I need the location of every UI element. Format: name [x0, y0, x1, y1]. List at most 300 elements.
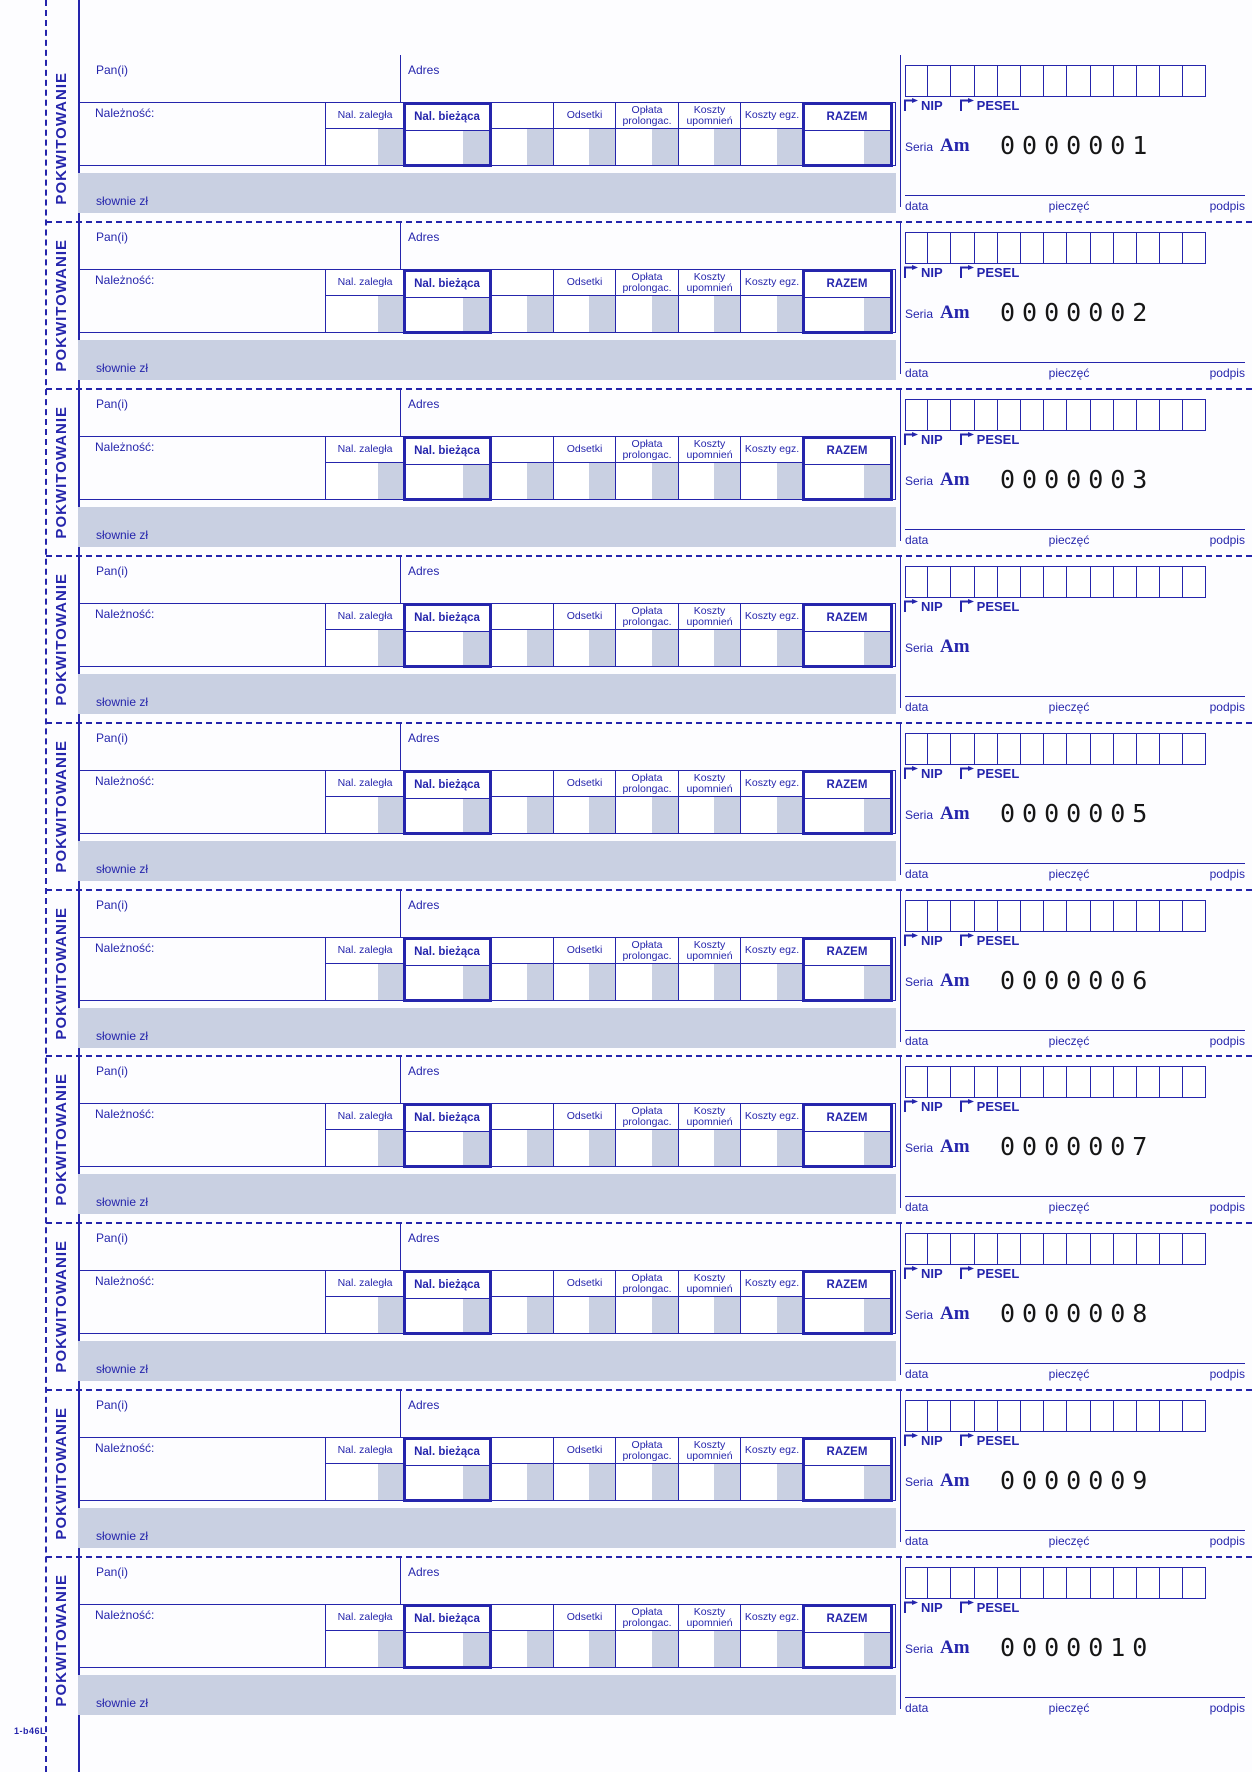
column-header: Koszty upomnień [679, 1438, 740, 1464]
right-divider-line [900, 1056, 901, 1208]
nip-arrow-icon [903, 599, 919, 615]
column-header: RAZEM [805, 105, 890, 131]
pesel-label: PESEL [976, 432, 1020, 447]
nip-arrow-icon [903, 432, 919, 448]
table-column [326, 1271, 404, 1333]
side-title [44, 224, 78, 386]
side-title-label: POKWITOWANIE [52, 906, 70, 1040]
seria-row [905, 1637, 970, 1659]
side-title-label: POKWITOWANIE [52, 739, 70, 873]
digit-box [1091, 1567, 1114, 1599]
table-column [490, 103, 553, 165]
table-column [490, 938, 553, 1000]
side-title-label: POKWITOWANIE [52, 1072, 70, 1206]
amount-cell [491, 1631, 553, 1667]
digit-box [1160, 1066, 1183, 1098]
form-code: 1-b46L [14, 1726, 47, 1736]
side-title-label: POKWITOWANIE [52, 238, 70, 372]
digit-box [1067, 232, 1090, 264]
seria-row [905, 135, 970, 157]
column-header: Odsetki [554, 270, 615, 296]
amount-cell [491, 630, 553, 666]
table-column [490, 270, 553, 332]
pieczec-label: pieczęć [1048, 366, 1090, 380]
data-label: data [905, 1534, 929, 1548]
pieczec-label: pieczęć [1048, 1034, 1090, 1048]
digit-box [1183, 733, 1206, 765]
column-header: Odsetki [554, 1605, 615, 1631]
digit-box [975, 1066, 998, 1098]
digit-box [1044, 399, 1067, 431]
table-column [740, 1271, 803, 1333]
table-column [403, 102, 492, 167]
nip-pesel-boxes [905, 65, 1206, 97]
amount-cell [406, 1466, 489, 1499]
receipt-block [0, 1056, 1252, 1223]
slownie-band [78, 1008, 896, 1048]
table-column [403, 1604, 492, 1669]
amount-cell [805, 799, 890, 832]
adres-divider-line [400, 1223, 401, 1270]
digit-box [1183, 1400, 1206, 1432]
digit-box [998, 399, 1021, 431]
amount-cell [406, 632, 489, 665]
data-label: data [905, 1701, 929, 1715]
amount-cell [616, 630, 678, 666]
charges-table [325, 1604, 896, 1668]
nip-pesel-boxes [905, 399, 1206, 431]
digit-box [1160, 232, 1183, 264]
nip-pesel-labels [903, 432, 1019, 448]
amount-cell [491, 1130, 553, 1166]
nip-arrow-icon [903, 933, 919, 949]
slownie-band [78, 841, 896, 881]
digit-box [1067, 65, 1090, 97]
block-separator [46, 555, 1252, 557]
seria-row [905, 970, 970, 992]
table-column [802, 1270, 893, 1335]
digit-box [1091, 1400, 1114, 1432]
receipt-block [0, 222, 1252, 389]
block-separator [46, 1556, 1252, 1558]
table-column [615, 604, 678, 666]
adres-label: Adres [408, 898, 440, 912]
digit-box [905, 1567, 928, 1599]
column-header: RAZEM [805, 272, 890, 298]
column-header [491, 1438, 553, 1464]
serial-number: 0000002 [1000, 298, 1155, 327]
table-column [740, 771, 803, 833]
receipt-block [0, 1390, 1252, 1557]
signature-labels [905, 700, 1245, 714]
amount-cell [326, 1297, 404, 1333]
receipt-block [0, 389, 1252, 556]
amount-cell [616, 296, 678, 332]
digit-box [1091, 900, 1114, 932]
digit-box [951, 566, 974, 598]
digit-box [1114, 399, 1137, 431]
pesel-arrow-icon [959, 1600, 975, 1616]
data-label: data [905, 1200, 929, 1214]
side-title [44, 1058, 78, 1220]
table-column [326, 1104, 404, 1166]
digit-box [1183, 65, 1206, 97]
amount-cell [679, 964, 740, 1000]
side-title [44, 892, 78, 1054]
signature-line [905, 1363, 1245, 1364]
digit-box [1067, 1066, 1090, 1098]
table-column [802, 1103, 893, 1168]
digit-box [1067, 1233, 1090, 1265]
pesel-label: PESEL [976, 98, 1020, 113]
amount-cell [554, 797, 615, 833]
slownie-band [78, 1341, 896, 1381]
pan-label: Pan(i) [96, 1565, 129, 1579]
table-column [490, 1605, 553, 1667]
amount-cell [741, 1130, 803, 1166]
digit-box [1160, 566, 1183, 598]
digit-box [1091, 733, 1114, 765]
amount-cell [406, 465, 489, 498]
adres-label: Adres [408, 1231, 440, 1245]
column-header: Nal. bieżąca [406, 1106, 489, 1132]
pesel-label: PESEL [976, 265, 1020, 280]
table-column [553, 938, 615, 1000]
slownie-label: słownie zł [96, 1029, 149, 1043]
seria-label: Seria [905, 975, 934, 989]
digit-box [905, 399, 928, 431]
digit-box [1137, 900, 1160, 932]
block-separator [46, 722, 1252, 724]
table-column [678, 771, 740, 833]
digit-box [975, 1400, 998, 1432]
column-header: Koszty upomnień [679, 604, 740, 630]
nip-pesel-labels [903, 599, 1019, 615]
digit-box [1044, 566, 1067, 598]
digit-box [1021, 1233, 1044, 1265]
column-header: Opłata prolongac. [616, 1271, 678, 1297]
adres-divider-line [400, 1557, 401, 1604]
table-column [553, 437, 615, 499]
amount-cell [679, 1464, 740, 1500]
column-header: Opłata prolongac. [616, 771, 678, 797]
column-header [491, 771, 553, 797]
digit-box [905, 232, 928, 264]
digit-box [951, 1233, 974, 1265]
seria-code: Am [940, 970, 970, 991]
seria-row [905, 302, 970, 324]
nip-label: NIP [921, 1099, 943, 1114]
digit-box [1021, 733, 1044, 765]
column-header: RAZEM [805, 773, 890, 799]
signature-line [905, 529, 1245, 530]
amount-cell [616, 1464, 678, 1500]
seria-label: Seria [905, 140, 934, 154]
serial-number: 0000001 [1000, 131, 1155, 160]
side-title-label: POKWITOWANIE [52, 1573, 70, 1707]
column-header: Koszty egz. [741, 1605, 803, 1631]
amount-cell [554, 1297, 615, 1333]
table-column [615, 437, 678, 499]
amount-cell [406, 966, 489, 999]
digit-box [975, 1233, 998, 1265]
block-separator [46, 1055, 1252, 1057]
digit-box [1021, 232, 1044, 264]
column-header: Nal. bieżąca [406, 105, 489, 131]
podpis-label: podpis [1209, 199, 1245, 213]
column-header [491, 1104, 553, 1130]
amount-cell [491, 129, 553, 165]
naleznosc-label: Należność: [95, 440, 155, 454]
podpis-label: podpis [1209, 1367, 1245, 1381]
naleznosc-label: Należność: [95, 273, 155, 287]
digit-box [1137, 232, 1160, 264]
seria-row [905, 803, 970, 825]
pesel-label: PESEL [976, 766, 1020, 781]
digit-box [1137, 733, 1160, 765]
amount-cell [679, 129, 740, 165]
amount-cell [554, 1130, 615, 1166]
naleznosc-label: Należność: [95, 774, 155, 788]
digit-box [1114, 1233, 1137, 1265]
nip-arrow-icon [903, 1099, 919, 1115]
digit-box [951, 232, 974, 264]
amount-cell [741, 630, 803, 666]
side-title-label: POKWITOWANIE [52, 405, 70, 539]
digit-box [905, 566, 928, 598]
column-header: Koszty egz. [741, 437, 803, 463]
data-label: data [905, 533, 929, 547]
amount-cell [741, 1464, 803, 1500]
digit-box [951, 1567, 974, 1599]
pieczec-label: pieczęć [1048, 1701, 1090, 1715]
signature-labels [905, 1534, 1245, 1548]
digit-box [928, 1233, 951, 1265]
charges-table [325, 603, 896, 667]
slownie-band [78, 507, 896, 547]
column-header [491, 1271, 553, 1297]
amount-cell [406, 799, 489, 832]
table-column [553, 1438, 615, 1500]
column-header [491, 1605, 553, 1631]
digit-box [905, 65, 928, 97]
column-header: Koszty upomnień [679, 1104, 740, 1130]
nip-label: NIP [921, 432, 943, 447]
slownie-label: słownie zł [96, 528, 149, 542]
pieczec-label: pieczęć [1048, 1534, 1090, 1548]
column-header: RAZEM [805, 439, 890, 465]
table-column [490, 1438, 553, 1500]
amount-cell [679, 1297, 740, 1333]
pesel-arrow-icon [959, 933, 975, 949]
digit-box [998, 1233, 1021, 1265]
table-column [553, 1605, 615, 1667]
amount-cell [326, 964, 404, 1000]
digit-box [1044, 65, 1067, 97]
digit-box [1137, 399, 1160, 431]
nip-pesel-labels [903, 1600, 1019, 1616]
podpis-label: podpis [1209, 700, 1245, 714]
digit-box [1091, 566, 1114, 598]
pesel-arrow-icon [959, 98, 975, 114]
side-title [44, 558, 78, 720]
column-header: Odsetki [554, 437, 615, 463]
nip-pesel-labels [903, 766, 1019, 782]
nip-label: NIP [921, 599, 943, 614]
column-header: Nal. zaległa [326, 1438, 404, 1464]
digit-box [1114, 1567, 1137, 1599]
digit-box [1183, 900, 1206, 932]
seria-code: Am [940, 135, 970, 156]
adres-divider-line [400, 556, 401, 603]
digit-box [975, 566, 998, 598]
side-title-label: POKWITOWANIE [52, 1406, 70, 1540]
table-column [740, 270, 803, 332]
amount-cell [679, 463, 740, 499]
charges-table [325, 269, 896, 333]
digit-box [1044, 1567, 1067, 1599]
column-header: Opłata prolongac. [616, 604, 678, 630]
table-column [553, 103, 615, 165]
amount-cell [616, 1297, 678, 1333]
pesel-label: PESEL [976, 1433, 1020, 1448]
digit-box [1137, 1233, 1160, 1265]
amount-cell [406, 1633, 489, 1666]
table-column [740, 103, 803, 165]
serial-number: 0000008 [1000, 1299, 1155, 1328]
table-column [403, 603, 492, 668]
column-header: Koszty upomnień [679, 771, 740, 797]
digit-box [928, 1066, 951, 1098]
pan-label: Pan(i) [96, 63, 129, 77]
digit-box [928, 1567, 951, 1599]
signature-line [905, 1697, 1245, 1698]
column-header: Koszty egz. [741, 1438, 803, 1464]
amount-cell [805, 1299, 890, 1332]
table-column [403, 1270, 492, 1335]
signature-labels [905, 1200, 1245, 1214]
column-header: Nal. bieżąca [406, 272, 489, 298]
charges-table [325, 770, 896, 834]
podpis-label: podpis [1209, 867, 1245, 881]
digit-box [1114, 1066, 1137, 1098]
amount-cell [679, 630, 740, 666]
digit-box [1021, 399, 1044, 431]
column-header: Odsetki [554, 1438, 615, 1464]
naleznosc-label: Należność: [95, 106, 155, 120]
digit-box [1183, 232, 1206, 264]
digit-box [1137, 1066, 1160, 1098]
table-column [326, 270, 404, 332]
column-header: Koszty egz. [741, 604, 803, 630]
pan-label: Pan(i) [96, 230, 129, 244]
block-separator [46, 1222, 1252, 1224]
amount-cell [554, 129, 615, 165]
column-header: Nal. bieżąca [406, 1607, 489, 1633]
nip-pesel-labels [903, 1433, 1019, 1449]
column-header: Koszty egz. [741, 103, 803, 129]
receipt-block [0, 1557, 1252, 1724]
digit-box [1091, 232, 1114, 264]
right-divider-line [900, 222, 901, 374]
digit-box [1067, 900, 1090, 932]
nip-arrow-icon [903, 1266, 919, 1282]
digit-box [1137, 1567, 1160, 1599]
table-column [326, 1605, 404, 1667]
digit-box [975, 232, 998, 264]
nip-pesel-labels [903, 1266, 1019, 1282]
serial-number: 0000009 [1000, 1466, 1155, 1495]
digit-box [1160, 399, 1183, 431]
digit-box [951, 733, 974, 765]
table-column [326, 103, 404, 165]
amount-cell [491, 463, 553, 499]
signature-line [905, 696, 1245, 697]
digit-box [1183, 399, 1206, 431]
digit-box [1021, 1400, 1044, 1432]
side-title [44, 391, 78, 553]
signature-labels [905, 867, 1245, 881]
column-header: Odsetki [554, 771, 615, 797]
pieczec-label: pieczęć [1048, 700, 1090, 714]
digit-box [1137, 65, 1160, 97]
pesel-label: PESEL [976, 1266, 1020, 1281]
slownie-band [78, 1675, 896, 1715]
serial-number: 0000005 [1000, 799, 1155, 828]
data-label: data [905, 700, 929, 714]
digit-box [1114, 900, 1137, 932]
slownie-band [78, 340, 896, 380]
table-column [326, 437, 404, 499]
nip-label: NIP [921, 1433, 943, 1448]
signature-labels [905, 533, 1245, 547]
adres-label: Adres [408, 1398, 440, 1412]
digit-box [1021, 1066, 1044, 1098]
amount-cell [741, 1297, 803, 1333]
podpis-label: podpis [1209, 1534, 1245, 1548]
digit-box [905, 1233, 928, 1265]
column-header: Odsetki [554, 103, 615, 129]
adres-divider-line [400, 55, 401, 102]
amount-cell [491, 296, 553, 332]
table-column [678, 604, 740, 666]
amount-cell [679, 296, 740, 332]
nip-label: NIP [921, 265, 943, 280]
digit-box [1114, 1400, 1137, 1432]
table-column [678, 270, 740, 332]
column-header [491, 938, 553, 964]
pesel-arrow-icon [959, 599, 975, 615]
right-divider-line [900, 55, 901, 207]
nip-pesel-boxes [905, 566, 1206, 598]
digit-box [975, 399, 998, 431]
nip-label: NIP [921, 1266, 943, 1281]
nip-pesel-labels [903, 265, 1019, 281]
amount-cell [554, 1631, 615, 1667]
amount-cell [679, 1130, 740, 1166]
amount-cell [554, 964, 615, 1000]
slownie-label: słownie zł [96, 1362, 149, 1376]
table-column [553, 771, 615, 833]
digit-box [1091, 399, 1114, 431]
table-column [553, 604, 615, 666]
signature-labels [905, 1034, 1245, 1048]
digit-box [1044, 232, 1067, 264]
digit-box [1183, 1233, 1206, 1265]
naleznosc-label: Należność: [95, 941, 155, 955]
column-header: Odsetki [554, 1104, 615, 1130]
right-divider-line [900, 389, 901, 541]
